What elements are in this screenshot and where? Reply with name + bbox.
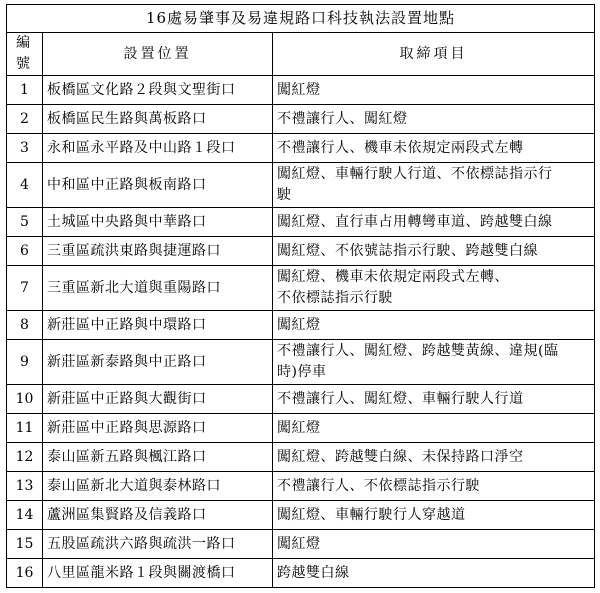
row-enforcement-items: 闖紅燈、車輛行駛行人穿越道 <box>273 501 595 530</box>
table-row <box>7 134 595 163</box>
row-enforcement-items: 闖紅燈 <box>273 530 595 559</box>
row-enforcement-items <box>273 266 595 311</box>
row-number: 16 <box>7 559 43 588</box>
row-location: 土城區中央路與中華路口 <box>43 208 273 237</box>
row-enforcement-items-line: 駛 <box>277 187 292 203</box>
row-number: 5 <box>7 208 43 237</box>
table-body <box>7 76 595 588</box>
row-enforcement-items: 不禮讓行人、機車未依規定兩段式左轉 <box>273 134 595 163</box>
row-enforcement-items: 闖紅燈 <box>273 414 595 443</box>
table-row <box>7 208 595 237</box>
row-number: 1 <box>7 76 43 105</box>
row-number: 10 <box>7 385 43 414</box>
row-location: 三重區新北大道與重陽路口 <box>43 266 273 311</box>
row-enforcement-items-line: 闖紅燈、機車未依規定兩段式左轉、 <box>277 269 509 285</box>
header-location: 設置位置 <box>43 33 273 76</box>
header-items: 取締項目 <box>273 33 595 76</box>
row-number: 13 <box>7 472 43 501</box>
row-enforcement-items-line: 時)停車 <box>277 364 327 380</box>
row-enforcement-items-line: 不依標誌指示行駛 <box>277 290 393 306</box>
enforcement-locations-sheet <box>6 4 594 590</box>
table-title: 16處易肇事及易違規路口科技執法設置地點 <box>7 5 595 33</box>
row-enforcement-items-line: 闖紅燈、車輛行駛人行道、不依標誌指示行 <box>277 166 553 182</box>
row-location: 新莊區新泰路與中正路口 <box>43 340 273 385</box>
row-location: 新莊區中正路與大觀街口 <box>43 385 273 414</box>
table-row <box>7 530 595 559</box>
row-number: 14 <box>7 501 43 530</box>
row-enforcement-items: 闖紅燈、不依號誌指示行駛、跨越雙白線 <box>273 237 595 266</box>
row-location: 新莊區中正路與中環路口 <box>43 311 273 340</box>
row-location: 八里區龍米路１段與關渡橋口 <box>43 559 273 588</box>
row-number: 2 <box>7 105 43 134</box>
table-row <box>7 385 595 414</box>
row-location: 中和區中正路與板南路口 <box>43 163 273 208</box>
row-location: 泰山區新北大道與泰林路口 <box>43 472 273 501</box>
row-location: 板橋區民生路與萬板路口 <box>43 105 273 134</box>
row-location: 蘆洲區集賢路及信義路口 <box>43 501 273 530</box>
row-location: 三重區疏洪東路與捷運路口 <box>43 237 273 266</box>
row-number: 9 <box>7 340 43 385</box>
row-number: 3 <box>7 134 43 163</box>
table-row <box>7 559 595 588</box>
row-location: 新莊區中正路與思源路口 <box>43 414 273 443</box>
table-row <box>7 472 595 501</box>
header-number: 編號 <box>7 33 43 76</box>
row-number: 6 <box>7 237 43 266</box>
row-location: 板橋區文化路２段與文聖街口 <box>43 76 273 105</box>
row-number: 11 <box>7 414 43 443</box>
table-row <box>7 311 595 340</box>
row-enforcement-items: 闖紅燈、直行車占用轉彎車道、跨越雙白線 <box>273 208 595 237</box>
row-enforcement-items: 不禮讓行人、闖紅燈 <box>273 105 595 134</box>
table-row <box>7 105 595 134</box>
row-location: 泰山區新五路與楓江路口 <box>43 443 273 472</box>
row-enforcement-items: 不禮讓行人、不依標誌指示行駛 <box>273 472 595 501</box>
row-number: 15 <box>7 530 43 559</box>
row-enforcement-items: 闖紅燈 <box>273 311 595 340</box>
table-row <box>7 443 595 472</box>
row-enforcement-items-line: 不禮讓行人、闖紅燈、跨越雙黃線、違規(臨 <box>277 343 559 359</box>
row-enforcement-items: 跨越雙白線 <box>273 559 595 588</box>
row-number: 4 <box>7 163 43 208</box>
row-enforcement-items <box>273 163 595 208</box>
table-row <box>7 414 595 443</box>
row-enforcement-items: 闖紅燈 <box>273 76 595 105</box>
table-row <box>7 237 595 266</box>
enforcement-locations-table <box>6 4 595 588</box>
row-location: 永和區永平路及中山路１段口 <box>43 134 273 163</box>
row-number: 8 <box>7 311 43 340</box>
table-row <box>7 340 595 385</box>
row-enforcement-items <box>273 340 595 385</box>
table-row <box>7 501 595 530</box>
row-location: 五股區疏洪六路與疏洪一路口 <box>43 530 273 559</box>
row-number: 12 <box>7 443 43 472</box>
table-row <box>7 266 595 311</box>
table-row <box>7 76 595 105</box>
row-enforcement-items: 不禮讓行人、闖紅燈、車輛行駛人行道 <box>273 385 595 414</box>
row-enforcement-items: 闖紅燈、跨越雙白線、未保持路口淨空 <box>273 443 595 472</box>
table-row <box>7 163 595 208</box>
row-number: 7 <box>7 266 43 311</box>
